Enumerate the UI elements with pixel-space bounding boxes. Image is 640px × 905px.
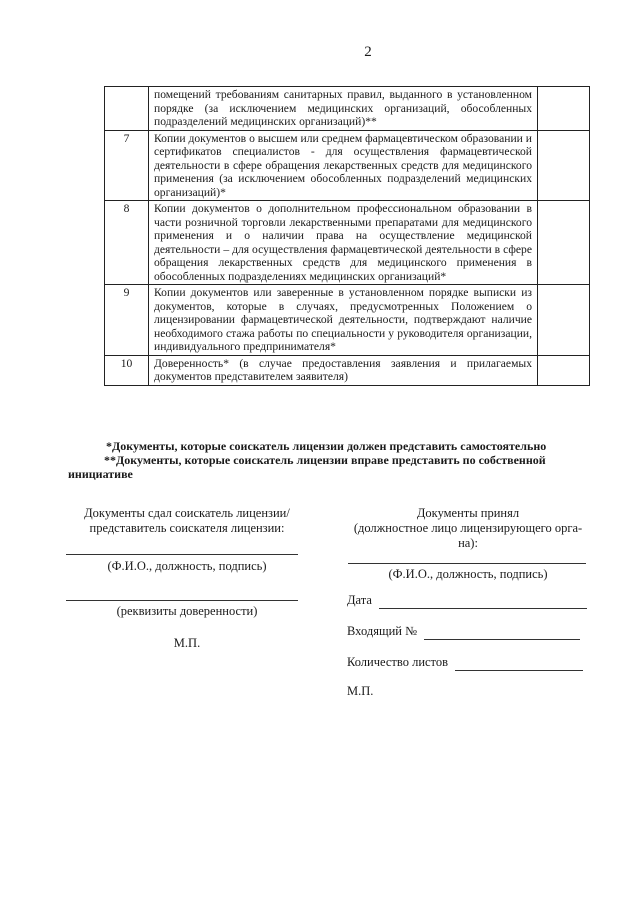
receiver-heading — [343, 506, 593, 551]
row-number — [105, 87, 149, 131]
row-mark-cell — [538, 201, 590, 285]
date-field — [347, 593, 587, 609]
page-number: 2 — [364, 44, 372, 60]
row-text: Копии документов или заверенные в установленном порядке выписки из документов, которые в случаях, предусмотренных Положением о лицензировании фармацевтической деятельности, подтверждают наличие необходимого стажа работы по специальности у руководителя организации, индивидуального предпринимателя* — [149, 285, 538, 356]
row-text: помещений требованиям санитарных правил, выданного в установленном порядке (за исключением медицинских организаций, обособленных подразделений медицинских организаций)** — [149, 87, 538, 131]
receiver-signature-caption: (Ф.И.О., должность, подпись) — [388, 567, 548, 581]
row-mark-cell — [538, 87, 590, 131]
table-row — [105, 355, 590, 385]
row-mark-cell — [538, 285, 590, 356]
row-text: Копии документов о дополнительном профессиональном образовании в части розничной торговли лекарственными препаратами для медицинского применения и о наличии права на осуществление медицинской деятельности – для осуществления фармацевтической деятельности в сфере обращения лекарственных средств для медицинского применения в обособленных подразделениях медицинских организаций* — [149, 201, 538, 285]
date-input-line[interactable] — [379, 593, 587, 609]
row-text: Копии документов о высшем или среднем фармацевтическом образовании и сертификатов специалистов - для осуществления фармацевтической деятельности в сфере обращения лекарственных средств для медицинского применения (за исключением обособленных подразделений медицинских организаций)* — [149, 130, 538, 201]
row-number: 7 — [105, 130, 149, 201]
footnote-optional: **Документы, которые соискатель лицензии вправе представить по собственной — [104, 453, 546, 467]
incoming-number-label: Входящий № — [347, 624, 418, 638]
row-number: 9 — [105, 285, 149, 356]
row-mark-cell — [538, 130, 590, 201]
sheet-count-input-line[interactable] — [455, 655, 583, 671]
table-row — [105, 201, 590, 285]
submitter-stamp-label: М.П. — [173, 636, 201, 650]
receiver-heading-line3: на): — [458, 536, 478, 550]
incoming-number-field — [347, 624, 580, 640]
date-label: Дата — [347, 593, 372, 607]
receiver-heading-line1: Документы принял — [416, 506, 520, 520]
sheet-count-label: Количество листов — [347, 655, 449, 669]
proxy-details-caption: (реквизиты доверенности) — [116, 604, 258, 618]
footnote-optional-continued: инициативе — [68, 467, 133, 481]
sheet-count-field — [347, 655, 583, 671]
receiver-heading-line2: (должностное лицо лицензирующего орга- — [353, 521, 583, 535]
receiver-signature-line[interactable] — [348, 563, 586, 564]
row-mark-cell — [538, 355, 590, 385]
footnotes — [68, 439, 588, 481]
submitter-signature-line[interactable] — [66, 554, 298, 555]
table-row — [105, 285, 590, 356]
submitter-heading — [62, 506, 312, 536]
documents-table — [104, 86, 590, 386]
receiver-stamp-label: М.П. — [347, 684, 374, 698]
table-row — [105, 130, 590, 201]
proxy-details-line[interactable] — [66, 600, 298, 601]
submitter-heading-line1: Документы сдал соискатель лицензии/ — [84, 506, 290, 520]
submitter-heading-line2: представитель соискателя лицензии: — [89, 521, 285, 535]
row-text: Доверенность* (в случае предоставления заявления и прилагаемых документов представителем заявителя) — [149, 355, 538, 385]
footnote-mandatory: *Документы, которые соискатель лицензии должен представить самостоятельно — [106, 439, 547, 453]
incoming-number-input-line[interactable] — [424, 624, 580, 640]
submitter-signature-caption: (Ф.И.О., должность, подпись) — [107, 559, 267, 573]
table-row — [105, 87, 590, 131]
row-number: 8 — [105, 201, 149, 285]
row-number: 10 — [105, 355, 149, 385]
